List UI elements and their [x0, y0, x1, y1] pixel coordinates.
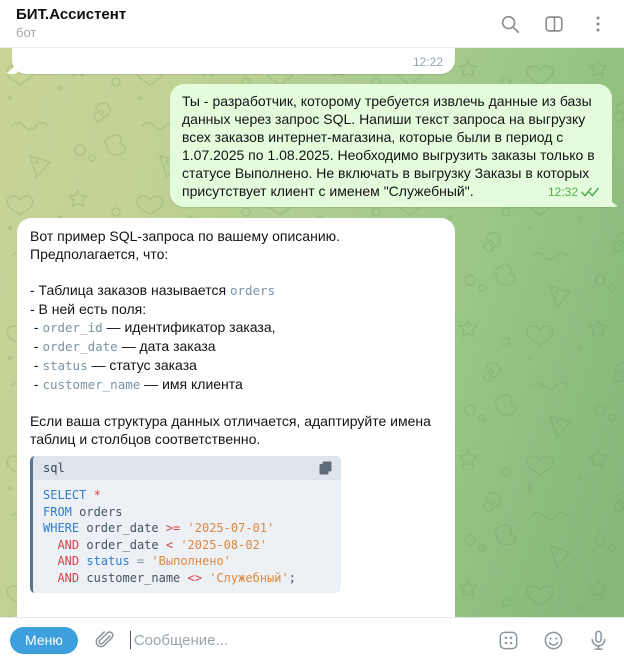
- bullet-item: - status — статус заказа: [30, 357, 197, 373]
- composer-bar: [0, 617, 624, 662]
- chat-title: БИТ.Ассистент: [16, 6, 127, 24]
- bullet-item: - Таблица заказов называется orders: [30, 282, 276, 298]
- outgoing-message[interactable]: [170, 84, 612, 207]
- inline-code: orders: [229, 283, 276, 298]
- bullet-item: - customer_name — имя клиента: [30, 376, 243, 392]
- more-options-icon[interactable]: [586, 12, 610, 36]
- code-content[interactable]: [33, 480, 341, 593]
- copy-icon[interactable]: [317, 460, 333, 476]
- emoji-icon[interactable]: [541, 628, 565, 652]
- chat-info[interactable]: [16, 6, 126, 41]
- bubble-tail: [6, 59, 18, 74]
- message-bubble-partial[interactable]: [12, 48, 455, 74]
- code-line: WHERE order_date >= '2025-07-01': [43, 521, 275, 535]
- menu-button[interactable]: Меню: [10, 627, 78, 654]
- chat-area: [0, 48, 624, 617]
- message-intro: Вот пример SQL-запроса по вашему описанию. Предполагается, что:: [30, 228, 344, 262]
- message-time: 12:32: [547, 185, 578, 199]
- message-input[interactable]: [134, 632, 488, 649]
- bullet-item: - order_date — дата заказа: [30, 338, 216, 354]
- inline-code: customer_name: [42, 377, 141, 392]
- inline-code: order_id: [42, 320, 103, 335]
- bullet-item: - order_id — идентификатор заказа,: [30, 319, 276, 335]
- bullet-item: - В ней есть поля:: [30, 301, 147, 317]
- code-line: SELECT *: [43, 488, 101, 502]
- text-cursor: [130, 631, 131, 649]
- code-line: AND customer_name <> 'Служебный';: [57, 570, 296, 585]
- chat-header: [0, 0, 624, 48]
- bullet-list: [30, 281, 442, 394]
- search-icon[interactable]: [498, 12, 522, 36]
- attach-icon[interactable]: [92, 627, 118, 653]
- mic-icon[interactable]: [586, 628, 610, 652]
- message-outro: Если ваша структура данных отличается, адаптируйте имена таблиц и столбцов соответственно.: [30, 413, 435, 447]
- inline-code: status: [42, 358, 88, 373]
- split-view-icon[interactable]: [542, 12, 566, 36]
- bot-commands-icon[interactable]: [496, 628, 520, 652]
- chat-subtitle: бот: [16, 25, 37, 41]
- read-status-icon: [581, 186, 601, 198]
- code-header: [33, 456, 341, 480]
- bubble-tail: [606, 192, 618, 207]
- code-line: AND order_date < '2025-08-02': [57, 537, 268, 552]
- message-text: Ты - разработчик, которому требуется извлечь данные из базы данных через запрос SQL. Напиши текст запроса на выгрузку всех заказов интернет-магазина, которые были в период с 1.07.2025 по 1.08.2025. Необходимо выгрузить заказы только в статусе Выполнено. Не включать в выгрузку Заказы в которых присутствует клиент с именем "Служебный".: [182, 93, 599, 199]
- code-block: [30, 456, 341, 593]
- code-line: AND status = 'Выполнено': [57, 554, 231, 568]
- incoming-message[interactable]: [17, 218, 455, 617]
- message-time: 12:22: [412, 55, 443, 69]
- code-language-label: sql: [43, 461, 65, 475]
- inline-code: order_date: [42, 339, 118, 354]
- code-line: FROM orders: [43, 504, 123, 519]
